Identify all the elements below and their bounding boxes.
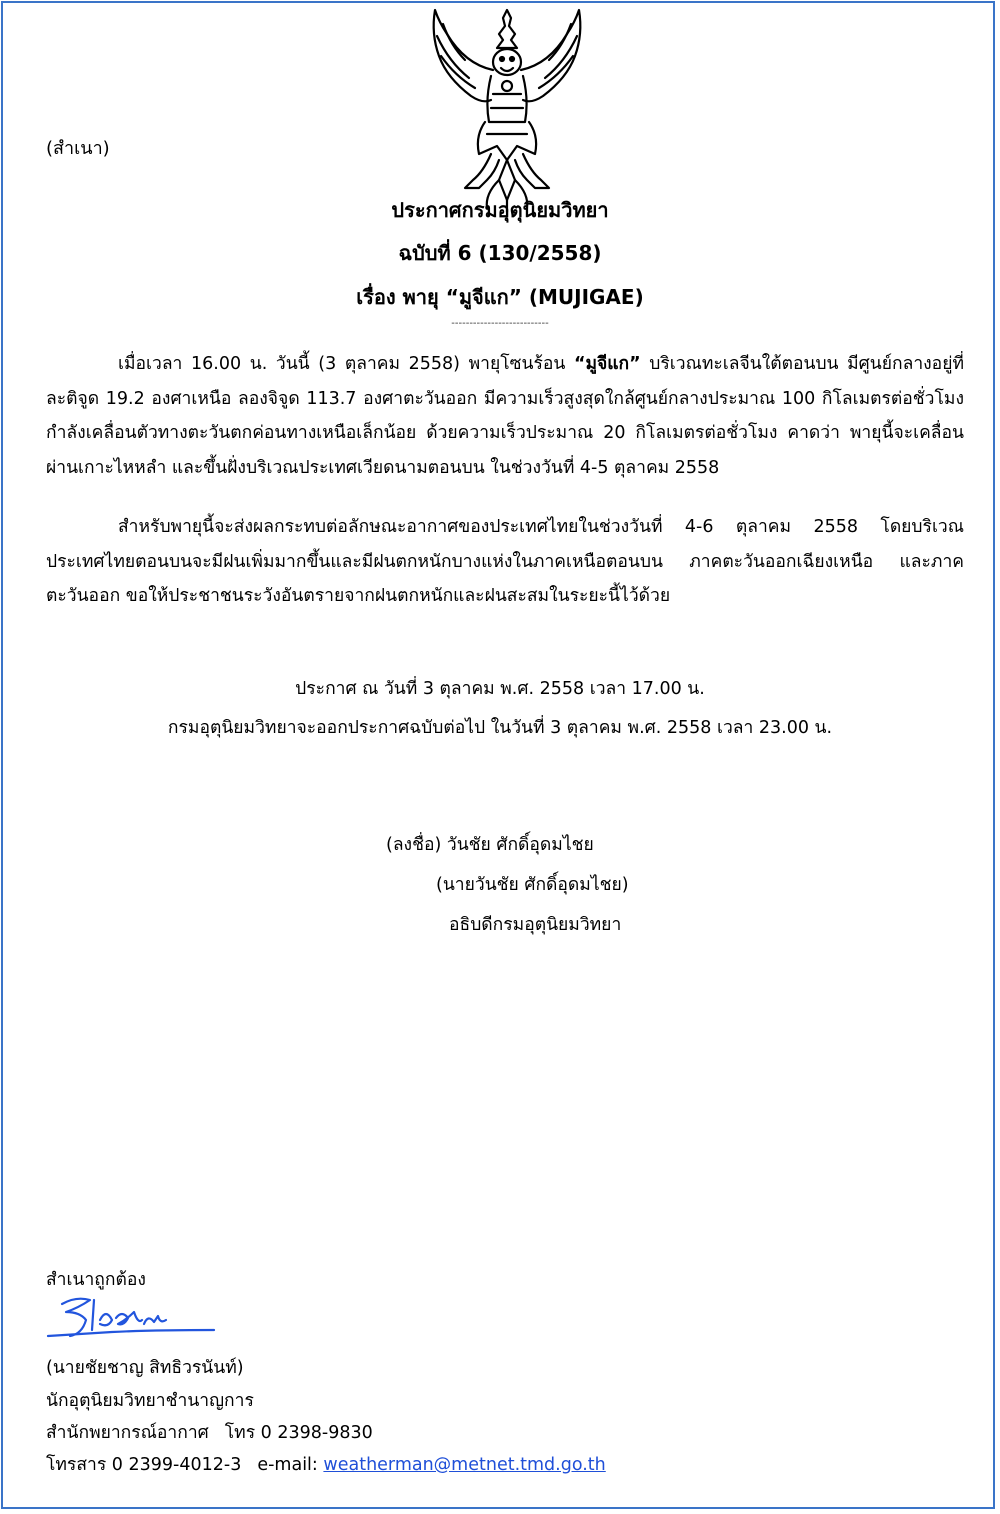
p1-storm-name: “มูจีแก” <box>573 354 641 374</box>
office-contact <box>46 1418 373 1446</box>
email-label: e-mail: <box>257 1455 318 1475</box>
signatory-name: (นายวันชัย ศักดิ์อุดมไชย) <box>436 875 629 895</box>
office-name: สำนักพยากรณ์อากาศ <box>46 1423 209 1443</box>
handwritten-signature <box>42 1290 222 1350</box>
fax-number: โทรสาร 0 2399-4012-3 <box>46 1455 242 1475</box>
copy-tag: (สำเนา) <box>46 138 110 159</box>
impact-paragraph <box>46 510 964 614</box>
p1-after: บริเวณทะเลจีนใต้ตอนบน มีศูนย์กลางอยู่ที่ละติจูด 19.2 องศาเหนือ ลองจิจูด 113.7 องศาตะวันออก มีความเร็วสูงสุดใกล้ศูนย์กลางประมาณ 100 กิโลเมตรต่อชั่วโมง กำลังเคลื่อนตัวทางตะวันตกค่อนทางเหนือเล็กน้อย ด้วยความเร็วประมาณ 20 กิโลเมตรต่อชั่วโมง คาดว่า พายุนี้จะเคลื่อนผ่านเกาะไหหลำ และขึ้นฝั่งบริเวณประเทศเวียดนามตอนบน ในช่วงวันที่ 4-5 ตุลาคม 2558 <box>46 354 964 478</box>
email-link[interactable]: weatherman@metnet.tmd.go.th <box>323 1455 606 1475</box>
page-title: ประกาศกรมอุตุนิยมวิทยา <box>391 198 609 222</box>
p1-before: เมื่อเวลา 16.00 น. วันนี้ (3 ตุลาคม 2558) พายุโซนร้อน <box>118 354 574 374</box>
signed-line: (ลงชื่อ) วันชัย ศักดิ์อุดมไชย <box>386 835 594 855</box>
announcement-date: ประกาศ ณ วันที่ 3 ตุลาคม พ.ศ. 2558 เวลา 17.00 น. <box>295 679 705 699</box>
divider-line: --------------------------- <box>451 318 549 329</box>
page-border <box>1 1 995 1509</box>
p2-text: สำหรับพายุนี้จะส่งผลกระทบต่อลักษณะอากาศของประเทศไทยในช่วงวันที่ 4-6 ตุลาคม 2558 โดยบริเวณประเทศไทยตอนบนจะมีฝนเพิ่มมากขึ้นและมีฝนตกหนักบางแห่งในภาคเหนือตอนบน ภาคตะวันออกเฉียงเหนือ และภาคตะวันออก ขอให้ประชาชนระวังอันตรายจากฝนตกหนักและฝนสะสมในระยะนี้ไว้ด้วย <box>46 517 964 606</box>
storm-report-paragraph <box>46 347 964 485</box>
storm-name: “มูจีแก” <box>445 285 522 309</box>
certified-copy-label: สำเนาถูกต้อง <box>46 1270 146 1290</box>
phone-number: โทร 0 2398-9830 <box>224 1423 373 1443</box>
fax-email-line <box>46 1450 606 1478</box>
garuda-emblem-icon <box>425 4 590 214</box>
certifier-name: (นายชัยชาญ สิทธิวรนันท์) <box>46 1358 244 1378</box>
subject-line <box>0 281 1000 313</box>
subject-prefix: เรื่อง พายุ <box>356 285 446 309</box>
next-announcement: กรมอุตุนิยมวิทยาจะออกประกาศฉบับต่อไป ในวันที่ 3 ตุลาคม พ.ศ. 2558 เวลา 23.00 น. <box>167 718 833 738</box>
storm-latin-name: (MUJIGAE) <box>521 285 644 309</box>
issue-number: ฉบับที่ 6 (130/2558) <box>398 241 602 265</box>
certifier-position: นักอุตุนิยมวิทยาชำนาญการ <box>46 1391 254 1411</box>
signatory-position: อธิบดีกรมอุตุนิยมวิทยา <box>449 915 622 935</box>
